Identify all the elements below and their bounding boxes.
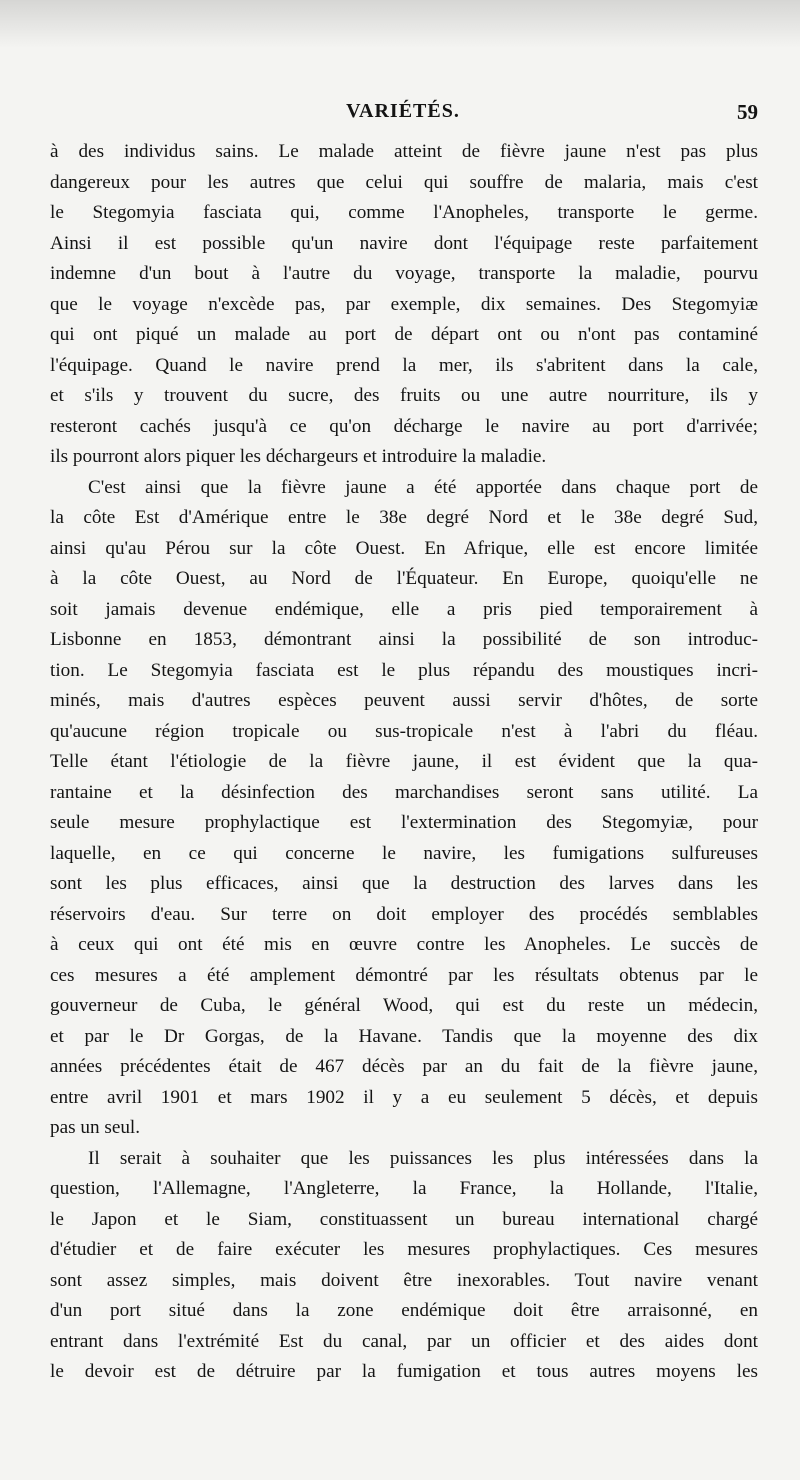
text-line: l'équipage. Quand le navire prend la mer, ils s'abritent dans la cale, (50, 354, 758, 376)
text-line: rantaine et la désinfection des marchandises seront sans utilité. La (50, 781, 758, 803)
text-line: réservoirs d'eau. Sur terre on doit employer des procédés semblables (50, 903, 758, 925)
text-line: minés, mais d'autres espèces peuvent aussi servir d'hôtes, de sorte (50, 690, 758, 711)
text-line: que le voyage n'excède pas, par exemple, dix semaines. Des Stegomyiæ (50, 293, 758, 315)
body-text (50, 137, 758, 1388)
text-line: et par le Dr Gorgas, de la Havane. Tandis que la moyenne des dix (50, 1025, 758, 1047)
text-line: années précédentes était de 467 décès par an du fait de la fièvre jaune, (50, 1056, 758, 1077)
text-line: indemne d'un bout à l'autre du voyage, transporte la maladie, pourvu (50, 263, 758, 284)
page-number: 59 (737, 100, 758, 124)
text-line: Telle étant l'étiologie de la fièvre jaune, il est évident que la qua- (50, 751, 758, 772)
text-line: tion. Le Stegomyia fasciata est le plus répandu des moustiques incri- (50, 659, 758, 681)
text-line: le Japon et le Siam, constituassent un bureau international chargé (50, 1208, 758, 1230)
text-line: gouverneur de Cuba, le général Wood, qui est du reste un médecin, (50, 995, 758, 1016)
text-line: Lisbonne en 1853, démontrant ainsi la possibilité de son introduc- (50, 629, 758, 650)
paragraph-start-line: C'est ainsi que la fièvre jaune a été apportée dans chaque port de (88, 476, 758, 498)
text-line: entre avril 1901 et mars 1902 il y a eu seulement 5 décès, et depuis (50, 1086, 758, 1108)
text-line: d'étudier et de faire exécuter les mesures prophylactiques. Ces mesures (50, 1239, 758, 1260)
text-line: ces mesures a été amplement démontré par les résultats obtenus par le (50, 964, 758, 986)
text-line: Ainsi il est possible qu'un navire dont l'équipage reste parfaitement (50, 232, 758, 254)
text-line: sont les plus efficaces, ainsi que la destruction des larves dans les (50, 873, 758, 894)
running-head (48, 100, 758, 130)
text-line: laquelle, en ce qui concerne le navire, les fumigations sulfureuses (50, 842, 758, 864)
text-line: le Stegomyia fasciata qui, comme l'Anopheles, transporte le germe. (50, 202, 758, 223)
text-line: pas un seul. (50, 1117, 141, 1138)
text-line: entrant dans l'extrémité Est du canal, par un officier et des aides dont (50, 1330, 758, 1352)
text-line: seule mesure prophylactique est l'extermination des Stegomyiæ, pour (50, 812, 758, 833)
text-line: resteront cachés jusqu'à ce qu'on décharge le navire au port d'arrivée; (50, 415, 758, 437)
text-line: et s'ils y trouvent du sucre, des fruits ou une autre nourriture, ils y (50, 385, 758, 406)
text-line: question, l'Allemagne, l'Angleterre, la France, la Hollande, l'Italie, (50, 1178, 758, 1199)
text-line: soit jamais devenue endémique, elle a pris pied temporairement à (50, 598, 758, 620)
text-line: d'un port situé dans la zone endémique doit être arraisonné, en (50, 1300, 758, 1321)
text-line: dangereux pour les autres que celui qui souffre de malaria, mais c'est (50, 171, 758, 193)
text-line: la côte Est d'Amérique entre le 38e degré Nord et le 38e degré Sud, (50, 507, 758, 528)
running-title: VARIÉTÉS. (346, 100, 460, 122)
text-line: le devoir est de détruire par la fumigation et tous autres moyens les (50, 1361, 758, 1382)
text-line: à ceux qui ont été mis en œuvre contre les Anopheles. Le succès de (50, 934, 758, 955)
paragraph-start-line: Il serait à souhaiter que les puissances les plus intéressées dans la (88, 1147, 758, 1169)
text-line: ils pourront alors piquer les déchargeurs et introduire la maladie. (50, 446, 547, 467)
text-line: sont assez simples, mais doivent être inexorables. Tout navire venant (50, 1269, 758, 1291)
text-line: qui ont piqué un malade au port de départ ont ou n'ont pas contaminé (50, 324, 758, 345)
text-line: à la côte Ouest, au Nord de l'Équateur. En Europe, quoiqu'elle ne (50, 568, 758, 589)
text-line: qu'aucune région tropicale ou sus-tropicale n'est à l'abri du fléau. (50, 720, 758, 742)
text-line: ainsi qu'au Pérou sur la côte Ouest. En Afrique, elle est encore limitée (50, 537, 758, 559)
text-line: à des individus sains. Le malade atteint de fièvre jaune n'est pas plus (50, 141, 758, 162)
